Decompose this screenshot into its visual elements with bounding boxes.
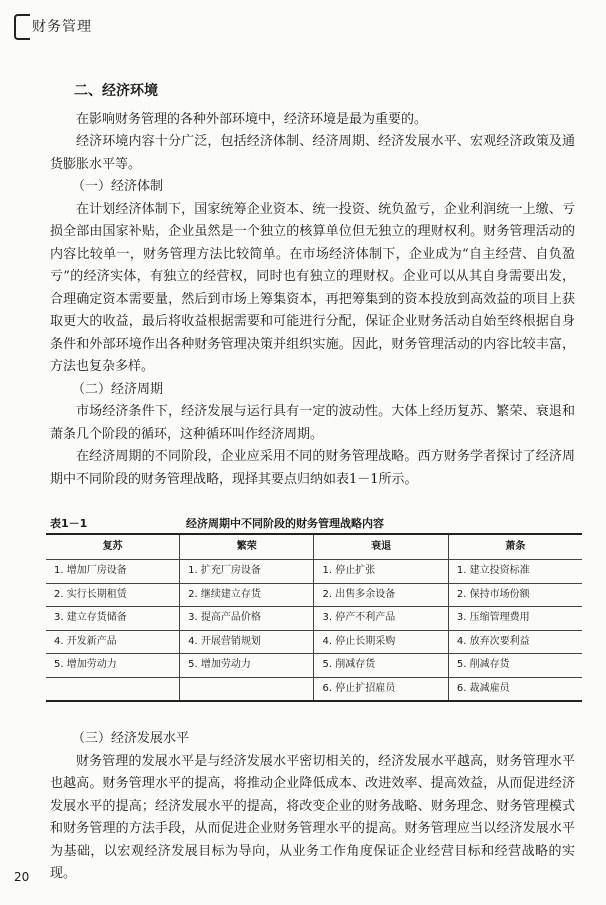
table-cell: 5. 削减存货 xyxy=(314,654,448,678)
table-caption xyxy=(46,513,582,533)
table-cell: 1. 扩充厂房设备 xyxy=(180,560,314,584)
table-cell: 1. 增加厂房设备 xyxy=(46,560,180,584)
table-cell: 2. 保持市场份额 xyxy=(448,583,582,607)
subsection-heading-economic-cycle: （二）经济周期 xyxy=(72,381,164,397)
table-row xyxy=(46,583,582,607)
table-cell: 5. 增加劳动力 xyxy=(180,654,314,678)
table-row xyxy=(46,677,582,701)
table-cell: 4. 开发新产品 xyxy=(46,630,180,654)
table-block xyxy=(46,513,582,702)
table-header-row xyxy=(46,534,582,560)
table-cell: 6. 停止扩招雇员 xyxy=(314,677,448,701)
table-cell: 4. 开展营销规划 xyxy=(180,630,314,654)
paragraph: 经济环境内容十分广泛，包括经济体制、经济周期、经济发展水平、宏观经济政策及通货膨胀水平等。 xyxy=(50,134,575,172)
paragraph: 财务管理的发展水平是与经济发展水平密切相关的，经济发展水平越高，财务管理水平也越高。财务管理水平的提高，将推动企业降低成本、改进效率、提高效益，从而促进经济发展水平的提高；经济发展水平的提高，将改变企业的财务战略、财务理念、财务管理模式和财务管理的方法手段，从而促进企业财务管理水平的提高。财务管理应当以经济发展水平为基础，以宏观经济发展目标为导向，从业务工作角度保证企业经营目标和经营战略的实现。 xyxy=(50,753,575,881)
column-header: 衰退 xyxy=(314,534,448,560)
table-cell-empty xyxy=(180,677,314,701)
table-row xyxy=(46,607,582,631)
paragraph: 在计划经济体制下，国家统筹企业资本、统一投资、统负盈亏，企业利润统一上缴、亏损全部由国家补贴，企业虽然是一个独立的核算单位但无独立的理财权利。财务管理活动的内容比较单一，财务管理方法比较简单。在市场经济体制下，企业成为“自主经营、自负盈亏”的经济实体，有独立的经营权，同时也有独立的理财权。企业可以从其自身需要出发，合理确定资本需要量，然后到市场上筹集资本，再把筹集到的资本投放到高效益的项目上获取更大的收益，最后将收益根据需要和可能进行分配，保证企业财务活动自始至终根据自身条件和外部环境作出各种财务管理决策并组织实施。因此，财务管理活动的内容比较丰富，方法也复杂多样。 xyxy=(50,201,575,374)
table-cell: 2. 实行长期租赁 xyxy=(46,583,180,607)
subsection-heading-economic-development: （三）经济发展水平 xyxy=(72,731,190,746)
table-row xyxy=(46,560,582,584)
table-cell: 3. 提高产品价格 xyxy=(180,607,314,631)
economic-development-section xyxy=(50,728,575,886)
page-content xyxy=(50,80,575,886)
table-cell: 1. 停止扩张 xyxy=(314,560,448,584)
table-cell: 3. 压缩管理费用 xyxy=(448,607,582,631)
table-cell: 5. 削减存货 xyxy=(448,654,582,678)
table-cell: 3. 建立存货储备 xyxy=(46,607,180,631)
table-row xyxy=(46,630,582,654)
strategy-table xyxy=(46,533,582,702)
paragraph: 市场经济条件下，经济发展与运行具有一定的波动性。大体上经历复苏、繁荣、衰退和萧条几个阶段的循环，这种循环叫作经济周期。 xyxy=(50,404,575,442)
running-header xyxy=(14,14,164,38)
paragraph: 在影响财务管理的各种外部环境中，经济环境是最为重要的。 xyxy=(76,111,428,127)
table-cell: 6. 裁减雇员 xyxy=(448,677,582,701)
table-cell: 2. 继续建立存货 xyxy=(180,583,314,607)
running-title: 财务管理 xyxy=(32,19,92,35)
table-number: 表1－1 xyxy=(50,517,88,530)
subsection-heading-economic-system: （一）经济体制 xyxy=(72,179,164,194)
column-header: 复苏 xyxy=(46,534,180,560)
column-header: 繁荣 xyxy=(180,534,314,560)
table-row xyxy=(46,654,582,678)
header-bracket-decoration xyxy=(14,14,30,40)
section-heading: 二、经济环境 xyxy=(74,83,158,99)
table-cell-empty xyxy=(46,677,180,701)
table-cell: 5. 增加劳动力 xyxy=(46,654,180,678)
table-cell: 3. 停产不利产品 xyxy=(314,607,448,631)
page-number: 20 xyxy=(14,870,30,884)
table-cell: 2. 出售多余设备 xyxy=(314,583,448,607)
column-header: 萧条 xyxy=(448,534,582,560)
table-cell: 1. 建立投资标准 xyxy=(448,560,582,584)
table-cell: 4. 放弃次要利益 xyxy=(448,630,582,654)
table-cell: 4. 停止长期采购 xyxy=(314,630,448,654)
table-title: 经济周期中不同阶段的财务管理战略内容 xyxy=(186,517,384,530)
paragraph: 在经济周期的不同阶段，企业应采用不同的财务管理战略。西方财务学者探讨了经济周期中不同阶段的财务管理战略，现择其要点归纳如表1－1所示。 xyxy=(50,449,575,487)
